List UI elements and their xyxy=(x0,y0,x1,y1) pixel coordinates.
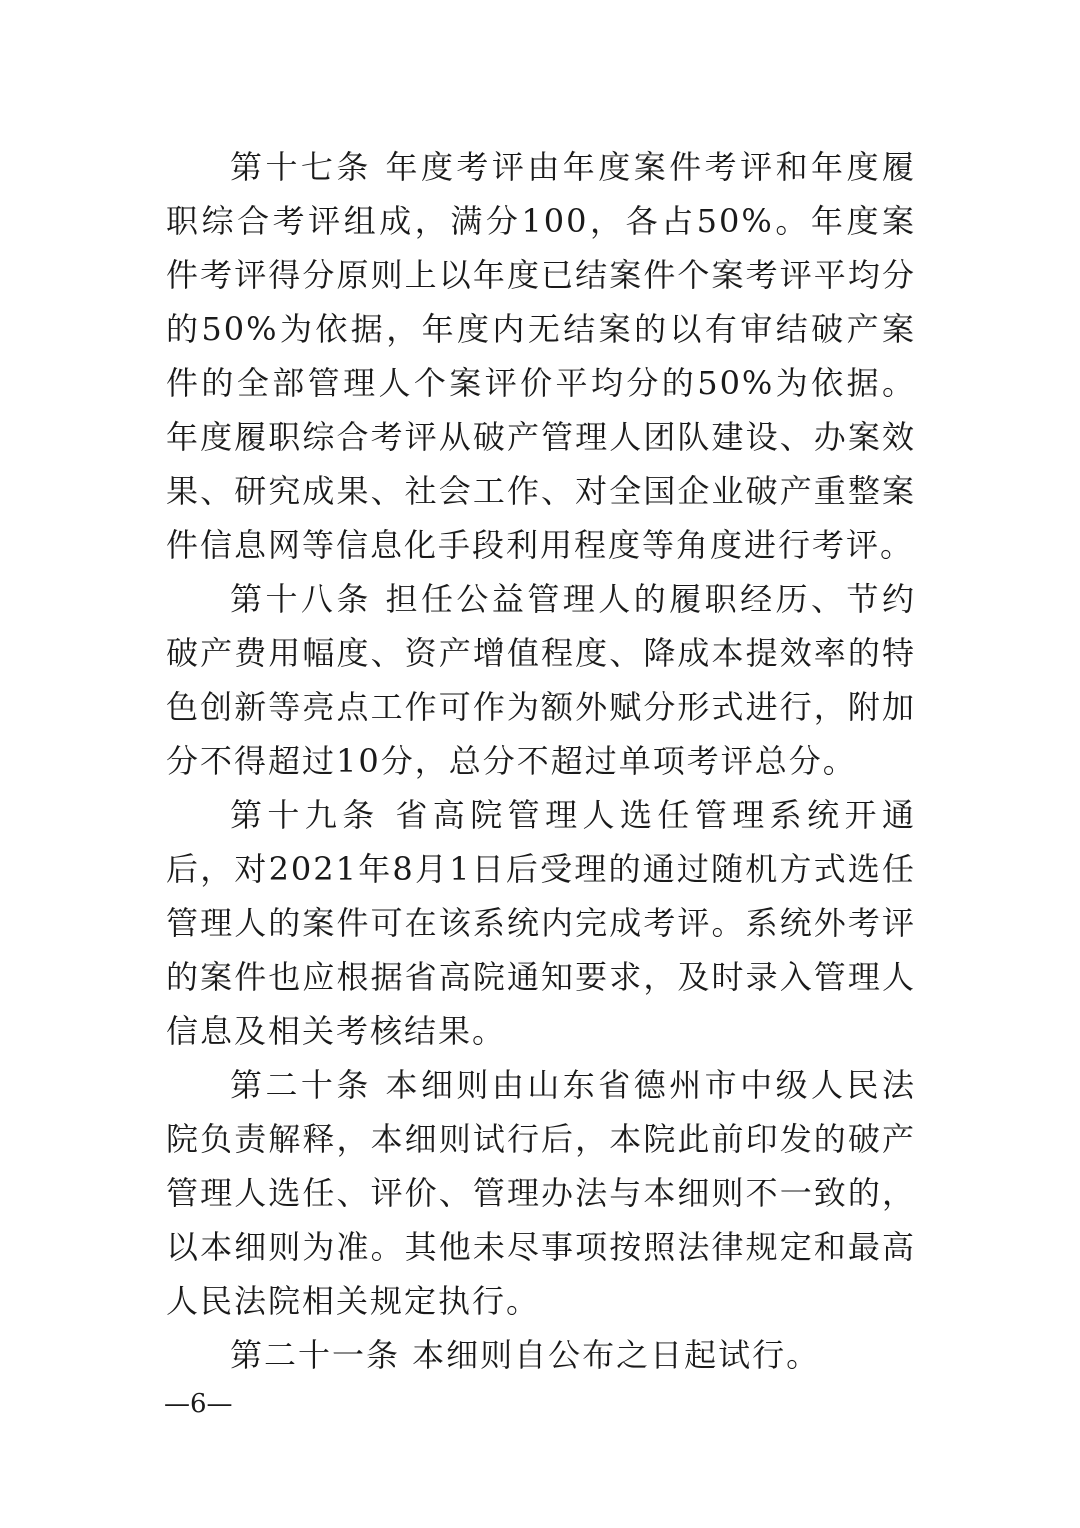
article-19: 第十九条 省高院管理人选任管理系统开通后，对2021年8月1日后受理的通过随机方式选任管理人的案件可在该系统内完成考评。系统外考评的案件也应根据省高院通知要求，及时录入管理人信息及相关考核结果。 xyxy=(166,796,916,1050)
article-20: 第二十条 本细则由山东省德州市中级人民法院负责解释，本细则试行后，本院此前印发的破产管理人选任、评价、管理办法与本细则不一致的，以本细则为准。其他未尽事项按照法律规定和最高人民法院相关规定执行。 xyxy=(166,1066,916,1320)
page-number: —6— xyxy=(164,1389,233,1419)
document-body xyxy=(166,140,916,1382)
article-18: 第十八条 担任公益管理人的履职经历、节约破产费用幅度、资产增值程度、降成本提效率的特色创新等亮点工作可作为额外赋分形式进行，附加分不得超过10分，总分不超过单项考评总分。 xyxy=(166,580,916,780)
article-21: 第二十一条 本细则自公布之日起试行。 xyxy=(230,1336,821,1374)
article-17: 第十七条 年度考评由年度案件考评和年度履职综合考评组成，满分100，各占50%。年度案件考评得分原则上以年度已结案件个案考评平均分的50%为依据，年度内无结案的以有审结破产案件的全部管理人个案评价平均分的50%为依据。年度履职综合考评从破产管理人团队建设、办案效果、研究成果、社会工作、对全国企业破产重整案件信息网等信息化手段利用程度等角度进行考评。 xyxy=(166,148,916,564)
